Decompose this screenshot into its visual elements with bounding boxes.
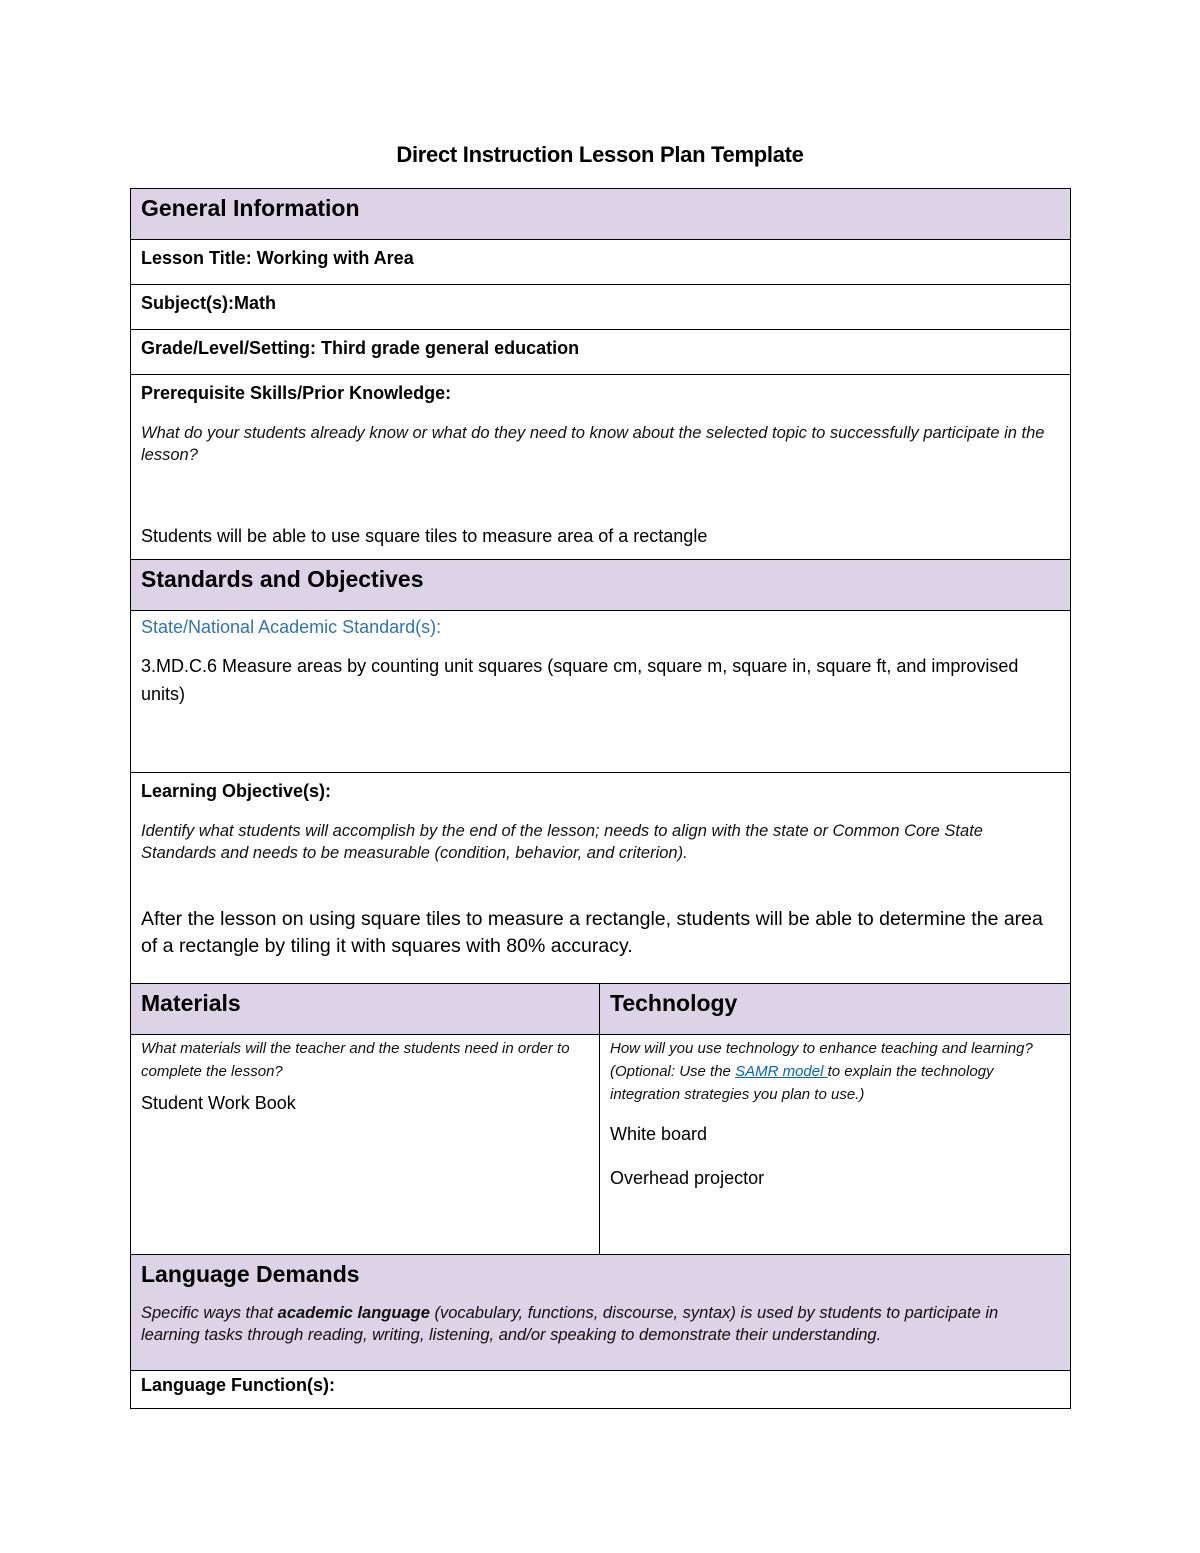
standard-text: 3.MD.C.6 Measure areas by counting unit squares (square cm, square m, square in, square ft, and improvised units) [141, 656, 1019, 704]
standard-label: State/National Academic Standard(s): [141, 617, 442, 637]
technology-prompt-end: to explain the technology integration strategies you plan to use.) [610, 1063, 994, 1103]
language-prompt [141, 1302, 1060, 1346]
language-prompt-bold: academic language [277, 1304, 430, 1322]
standard-row [131, 611, 1071, 773]
materials-cell [131, 1035, 600, 1255]
subjects: Subject(s):Math [141, 293, 276, 313]
lesson-plan-table [130, 188, 1071, 1409]
technology-item-whiteboard: White board [610, 1124, 708, 1144]
materials-prompt: What materials will the teacher and the students need in order to complete the lesson? [141, 1040, 570, 1080]
technology-prompt-start: How will you use technology to enhance teaching and learning? (Optional: Use the [610, 1040, 1033, 1080]
prereq-answer: Students will be able to use square tiles to measure area of a rectangle [141, 526, 708, 546]
grade-level-setting: Grade/Level/Setting: Third grade general education [141, 338, 580, 358]
standards-header [131, 560, 1071, 611]
section-title-technology: Technology [610, 990, 738, 1016]
materials-header [131, 984, 600, 1035]
prereq-prompt: What do your students already know or what do they need to know about the selected topic to successfully participate in the lesson? [141, 424, 1045, 464]
general-info-header [131, 189, 1071, 240]
grade-row [131, 330, 1071, 375]
materials-tech-header-row [131, 984, 1071, 1035]
language-function-row [131, 1371, 1071, 1409]
technology-item-projector: Overhead projector [610, 1168, 765, 1188]
objective-row [131, 773, 1071, 984]
section-title-general: General Information [141, 195, 360, 221]
language-prompt-start: Specific ways that [141, 1304, 278, 1322]
section-title-materials: Materials [141, 990, 241, 1016]
lesson-title: Lesson Title: Working with Area [141, 248, 414, 268]
document-title: Direct Instruction Lesson Plan Template [396, 142, 804, 167]
objective-label: Learning Objective(s): [141, 781, 332, 801]
materials-tech-row [131, 1035, 1071, 1255]
technology-prompt [610, 1037, 1060, 1106]
subject-row [131, 285, 1071, 330]
section-title-standards: Standards and Objectives [141, 566, 424, 592]
prereq-label: Prerequisite Skills/Prior Knowledge: [141, 383, 452, 403]
technology-cell [600, 1035, 1071, 1255]
language-header-row [131, 1255, 1071, 1371]
materials-item: Student Work Book [141, 1093, 296, 1113]
language-header [131, 1255, 1071, 1371]
language-function-label: Language Function(s): [141, 1375, 335, 1395]
samr-model-link[interactable]: SAMR model [735, 1063, 828, 1080]
objective-answer: After the lesson on using square tiles to measure a rectangle, students will be able to determine the area of a rectangle by tiling it with squares with 80% accuracy. [141, 908, 1043, 957]
section-title-language: Language Demands [141, 1261, 360, 1287]
standards-header-row [131, 560, 1071, 611]
language-prompt-end: (vocabulary, functions, discourse, syntax) is used by students to participate in learning tasks through reading, writing, listening, and/or speaking to demonstrate their understanding. [141, 1304, 999, 1344]
objective-prompt: Identify what students will accomplish by the end of the lesson; needs to align with the state or Common Core State Standards and needs to be measurable (condition, behavior, and criterion). [141, 822, 983, 862]
general-info-header-row [131, 189, 1071, 240]
prereq-row [131, 375, 1071, 560]
lesson-title-row [131, 240, 1071, 285]
technology-header [600, 984, 1071, 1035]
